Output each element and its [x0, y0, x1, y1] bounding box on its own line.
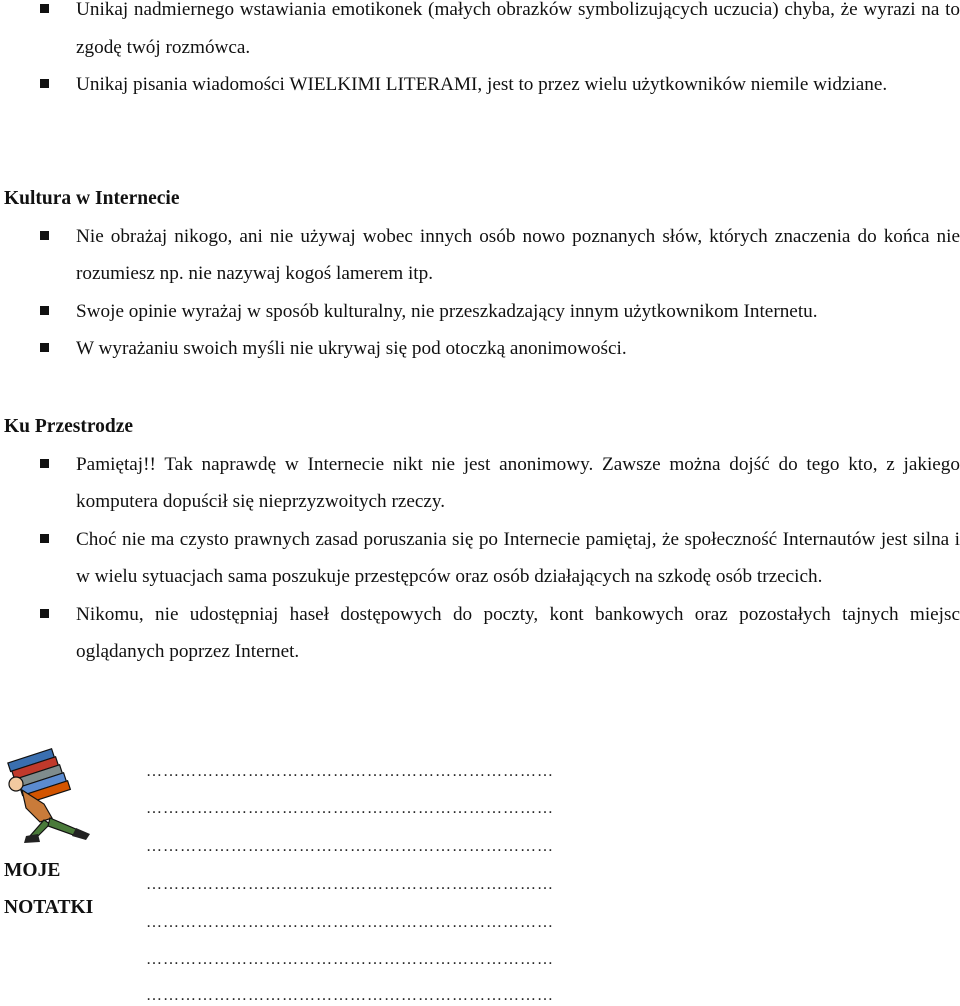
notes-label-line2: NOTATKI	[4, 897, 94, 918]
square-bullet-icon	[40, 306, 49, 315]
notes-dotted-line: ………………………………………………………………	[146, 987, 554, 1004]
section-kultura	[0, 180, 960, 368]
list-item: Swoje opinie wyrażaj w sposób kulturalny, nie przeszkadzający innym użytkownikom Internetu.	[0, 293, 960, 331]
list-item: Unikaj pisania wiadomości WIELKIMI LITERAMI, jest to przez wielu użytkowników niemile widziane.	[0, 66, 960, 104]
section-heading: Kultura w Internecie	[4, 188, 180, 209]
square-bullet-icon	[40, 459, 49, 468]
notes-dotted-line: ………………………………………………………………	[146, 951, 554, 968]
square-bullet-icon	[40, 343, 49, 352]
square-bullet-icon	[40, 79, 49, 88]
top-bullet-list	[0, 0, 960, 104]
square-bullet-icon	[40, 534, 49, 543]
notes-dotted-line: ………………………………………………………………	[146, 763, 554, 780]
list-item: Choć nie ma czysto prawnych zasad poruszania się po Internecie pamiętaj, że społeczność Internautów jest silna i w wielu sytuacjach sama poszukuje przestępców oraz osób działających na szkodę osób trzecich.	[0, 521, 960, 596]
notes-label	[4, 852, 93, 926]
notes-label-line1: MOJE	[4, 860, 61, 881]
square-bullet-icon	[40, 4, 49, 13]
list-item: Nie obrażaj nikogo, ani nie używaj wobec innych osób nowo poznanych słów, których znaczenia do końca nie rozumiesz np. nie nazywaj kogoś lamerem itp.	[0, 218, 960, 293]
notes-dotted-line: ………………………………………………………………	[146, 914, 554, 931]
square-bullet-icon	[40, 231, 49, 240]
notes-dotted-line: ………………………………………………………………	[146, 800, 554, 817]
notes-dotted-line: ………………………………………………………………	[146, 838, 554, 855]
person-carrying-books-icon	[0, 748, 140, 848]
square-bullet-icon	[40, 609, 49, 618]
section-heading: Ku Przestrodze	[4, 416, 134, 437]
notes-dotted-line: ………………………………………………………………	[146, 876, 554, 893]
list-item: Unikaj nadmiernego wstawiania emotikonek (małych obrazków symbolizujących uczucia) chyba, że wyrazi na to zgodę twój rozmówca.	[0, 0, 960, 66]
list-item: W wyrażaniu swoich myśli nie ukrywaj się pod otoczką anonimowości.	[0, 330, 960, 368]
list-item: Nikomu, nie udostępniaj haseł dostępowych do poczty, kont bankowych oraz pozostałych tajnych miejsc oglądanych poprzez Internet.	[0, 596, 960, 671]
list-item: Pamiętaj!! Tak naprawdę w Internecie nikt nie jest anonimowy. Zawsze można dojść do tego kto, z jakiego komputera dopuścił się nieprzyzwoitych rzeczy.	[0, 446, 960, 521]
section-ku-przestrodze	[0, 408, 960, 671]
